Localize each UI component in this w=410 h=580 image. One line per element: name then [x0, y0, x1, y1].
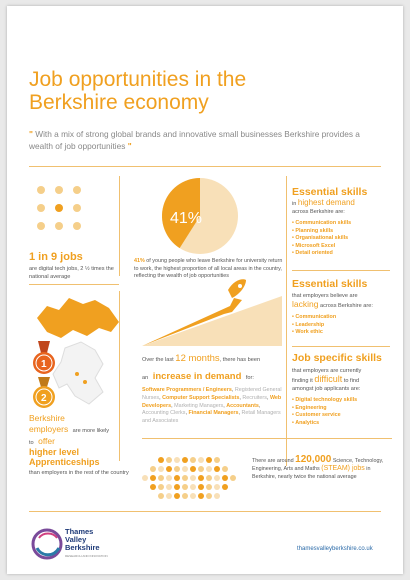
appr-apprenticeships: Apprenticeships [29, 457, 100, 467]
steam-dot [166, 475, 172, 481]
divider [142, 438, 392, 439]
ribbon-icon [38, 341, 50, 353]
divider [29, 166, 381, 167]
steam-dot [190, 466, 196, 472]
demand-role: Retail Managers and Associates [142, 410, 281, 425]
rocket-icon [228, 279, 246, 298]
demand-role: , [266, 394, 270, 401]
steam-dot [198, 475, 204, 481]
demand-increase: increase in demand [152, 371, 242, 382]
demand-role: Web Developers [142, 394, 282, 409]
demand-role: Recruiters [242, 394, 267, 401]
job-specific-skills [292, 352, 397, 427]
medal-1-label: 1 [41, 359, 47, 370]
essential-skills-lacking [292, 278, 397, 337]
steam-dot [214, 457, 220, 463]
list-item: • Microsoft Excel [292, 243, 397, 251]
steam-dot [198, 493, 204, 499]
steam-dot [214, 475, 220, 481]
list-item: • Analytics [292, 420, 397, 428]
dot [55, 186, 63, 194]
demand-growth-graphic [142, 276, 282, 346]
jobspec-line1: that employers are currently [292, 368, 362, 374]
list-item: • Detail oriented [292, 250, 397, 258]
steam-dot [158, 475, 164, 481]
jobspec-line3: amongst job applicants are: [292, 386, 361, 392]
list-item: • Customer service [292, 412, 397, 420]
steam-dot [198, 484, 204, 490]
steam-dot [182, 484, 188, 490]
steam-dot [150, 466, 156, 472]
essential-skills-demand-title: Essential skills [292, 186, 368, 198]
list-item: • Communication skills [292, 220, 397, 228]
steam-dot [206, 466, 212, 472]
divider [29, 511, 381, 512]
steam-dot [214, 493, 220, 499]
appr-berkshire: Berkshire [29, 413, 65, 423]
digital-jobs-stat [29, 251, 129, 281]
demand-role: Computer Support Specialists [162, 394, 240, 401]
essential-skills-lacking-title: Essential skills [292, 278, 368, 290]
rocket-window [238, 284, 242, 288]
list-item: • Communication [292, 314, 397, 322]
difficult-word: difficult [314, 374, 343, 384]
lacking-line1: that employers believe are [292, 293, 358, 299]
steam-text [252, 456, 394, 481]
steam-post2: in Berkshire, nearly twice the national average [252, 466, 371, 480]
steam-dot [182, 475, 188, 481]
steam-dot [222, 466, 228, 472]
map-dot [75, 372, 79, 376]
demand-role: Accounting Clerks [142, 410, 186, 417]
list-item: • Digital technology skills [292, 397, 397, 405]
demand-role: , [231, 387, 235, 393]
steam-dot [190, 493, 196, 499]
demand-role: , [238, 410, 242, 417]
appr-to: to [29, 440, 34, 446]
steam-dot [166, 493, 172, 499]
steam-dot [190, 457, 196, 463]
lacking-line2: across Berkshire are: [320, 303, 373, 309]
steam-dot [158, 457, 164, 463]
thames-valley-logo-text [65, 528, 135, 560]
demand-role: Registered General Nurses [142, 387, 282, 401]
steam-dot [198, 466, 204, 472]
demand-roles-list [142, 387, 284, 426]
steam-dot [214, 484, 220, 490]
appr-offer: offer [38, 436, 55, 446]
essential-in: in [292, 201, 297, 207]
steam-dot [166, 466, 172, 472]
steam-dot [206, 457, 212, 463]
jobspec-finding: finding it [292, 378, 313, 384]
steam-dot [174, 475, 180, 481]
divider [119, 176, 120, 276]
digital-jobs-dot-grid [37, 186, 87, 236]
steam-dot [182, 466, 188, 472]
steam-dot [222, 475, 228, 481]
demand-months: 12 months [175, 353, 220, 364]
dot [37, 204, 45, 212]
growth-wedge [142, 296, 282, 346]
steam-dot [142, 475, 148, 481]
dot [37, 186, 45, 194]
appr-employers: employers [29, 424, 69, 434]
youth-return-pie [125, 176, 255, 256]
steam-dot [206, 493, 212, 499]
essential-skills-demand [292, 186, 397, 258]
lacking-word: lacking [292, 299, 319, 309]
berkshire-map-shape [37, 298, 119, 338]
demand-role: , [239, 394, 243, 401]
ribbon-icon [38, 377, 50, 387]
steam-dot [206, 484, 212, 490]
steam-dot [198, 457, 204, 463]
digital-jobs-headline: 1 in 9 jobs [29, 251, 83, 263]
appr-rest: than employers in the rest of the country [29, 470, 129, 476]
demand-role: , [185, 410, 189, 417]
steam-number: 120,000 [295, 454, 332, 465]
footer-url-link[interactable]: thamesvalleyberkshire.co.uk [297, 546, 373, 552]
steam-dot [190, 475, 196, 481]
highest-demand: highest demand [297, 198, 355, 207]
appr-higher: higher level [29, 447, 80, 457]
steam-dot [158, 493, 164, 499]
demand-mid: , there has been [219, 357, 261, 363]
logo-line-2: Valley [65, 535, 87, 544]
list-item: • Engineering [292, 405, 397, 413]
dot [37, 222, 45, 230]
demand-for: for: [245, 375, 254, 381]
dot [55, 222, 63, 230]
thames-valley-logo-icon [29, 526, 65, 562]
steam-dot [174, 493, 180, 499]
medal-icons [29, 341, 59, 419]
list-item: • Work ethic [292, 329, 397, 337]
divider [292, 270, 390, 271]
steam-dot [174, 484, 180, 490]
youth-return-body: of young people who leave Berkshire for university return to work, the highest proportion of all local areas in the country, reflecting the wealth of job opportunities [134, 258, 283, 280]
steam-dot [214, 466, 220, 472]
close-quote-icon: " [127, 141, 132, 151]
steam-dot [166, 484, 172, 490]
demand-role: Financial Managers [188, 410, 239, 417]
medal-2-label: 2 [41, 393, 47, 404]
logo-line-3: Berkshire [65, 543, 100, 552]
steam-dot [206, 475, 212, 481]
job-specific-title: Job specific skills [292, 352, 382, 364]
map-dot [83, 380, 87, 384]
steam-dot [174, 457, 180, 463]
apprenticeship-stat [29, 414, 129, 477]
demand-role: Accountants [226, 402, 259, 409]
list-item: • Leadership [292, 322, 397, 330]
intro-text [29, 128, 384, 152]
divider [286, 176, 287, 466]
steam-dot [174, 466, 180, 472]
demand-an: an [142, 375, 149, 381]
steam-dot [182, 457, 188, 463]
dot-highlight [55, 204, 63, 212]
essential-across: across Berkshire are: [292, 209, 345, 215]
steam-dot [190, 484, 196, 490]
logo-tagline: RESEARCH AND INNOVATION [65, 554, 108, 558]
divider [29, 284, 119, 285]
digital-jobs-body: are digital tech jobs, 2 ½ times the national average [29, 266, 114, 280]
steam-dot-cloud [139, 454, 239, 504]
logo-swoosh-pink [39, 534, 57, 539]
page-title: Job opportunities in the Berkshire economy [29, 68, 247, 114]
infographic-page [7, 6, 403, 574]
demand-role: , [159, 394, 163, 401]
dot [73, 222, 81, 230]
steam-dot [166, 457, 172, 463]
steam-dot [158, 466, 164, 472]
steam-jobs: (STEAM) jobs [321, 465, 365, 472]
demand-role: Marketing Managers [174, 402, 224, 409]
demand-pre: Over the last [142, 357, 174, 363]
steam-dot [158, 484, 164, 490]
demand-role: , [171, 402, 175, 409]
pie-percent-label: 41% [170, 210, 203, 227]
steam-dot [222, 484, 228, 490]
steam-post: Science, Technology, Engineering, Arts and Maths [252, 458, 384, 472]
divider [119, 291, 120, 461]
divider [292, 346, 390, 347]
steam-dot [150, 484, 156, 490]
demand-role: Software Programmers / Engineers [142, 387, 232, 393]
steam-dot [230, 475, 236, 481]
steam-dot [150, 475, 156, 481]
dot [73, 186, 81, 194]
list-item: • Planning skills [292, 228, 397, 236]
intro-body: With a mix of strong global brands and innovative small businesses Berkshire provides a wealth of job opportunities [29, 129, 360, 151]
open-quote-icon: " [29, 129, 33, 139]
logo-line-1: Thames [65, 527, 94, 536]
youth-return-bold: 41% [134, 258, 145, 264]
demand-role: , [223, 402, 227, 409]
steam-pre: There are around [252, 458, 294, 464]
dot [73, 204, 81, 212]
jobspec-tofind: to find [343, 378, 360, 384]
logo-swoosh-blue [37, 548, 59, 555]
demand-text [142, 355, 284, 426]
appr-likely: are more likely [72, 428, 110, 434]
steam-dot [182, 493, 188, 499]
demand-role: , [258, 402, 261, 409]
list-item: • Organisational skills [292, 235, 397, 243]
